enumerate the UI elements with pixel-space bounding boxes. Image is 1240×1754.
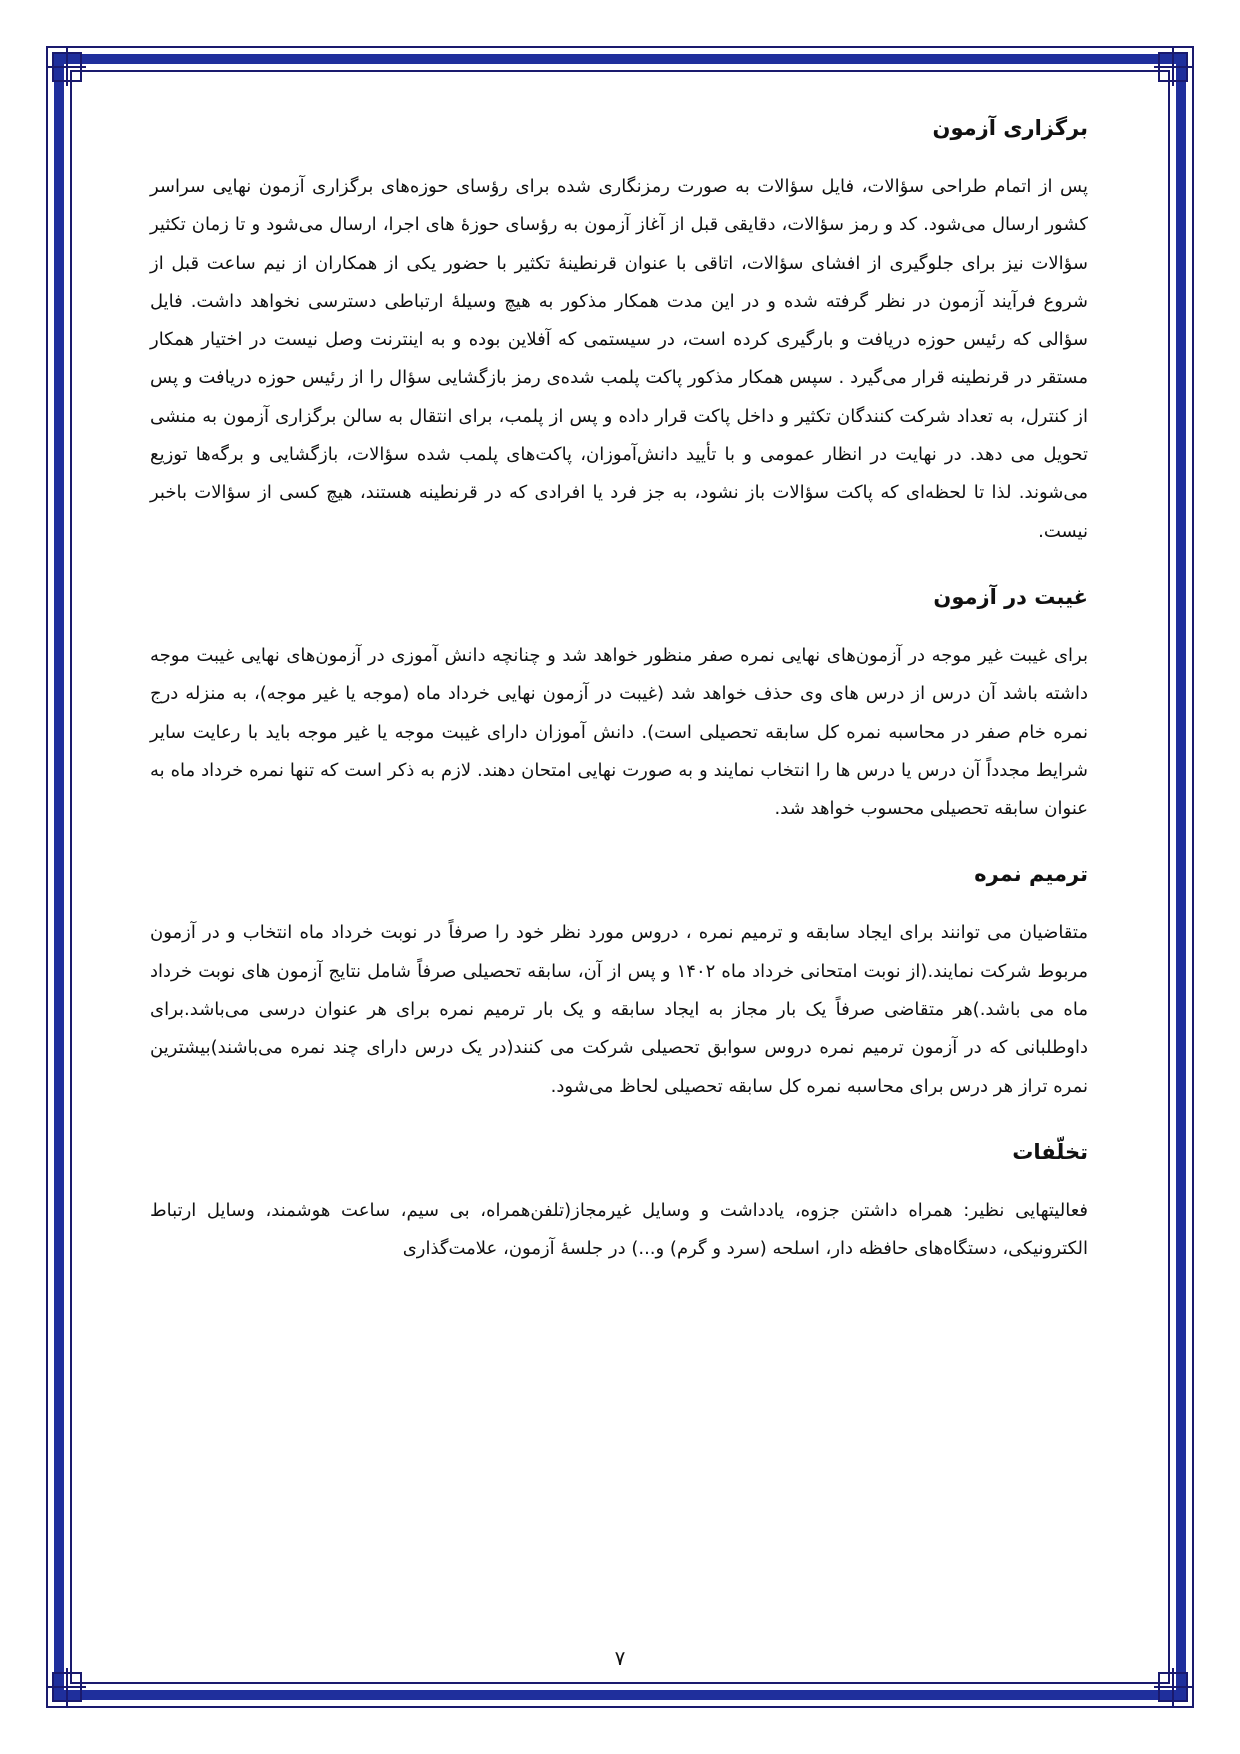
section-paragraph-grade-improvement: متقاضیان می توانند برای ایجاد سابقه و ترمیم نمره ، دروس مورد نظر خود را صرفاً در نوبت خرداد ماه انتخاب و در آزمون مربوط شرکت نمایند.(از نوبت امتحانی خرداد ماه ۱۴۰۲ و پس از آن، سابقه تحصیلی صرفاً شامل نتایج آزمون های نوبت خرداد ماه می باشد.)هر متقاضی صرفاً یک بار مجاز به ایجاد سابقه و یک بار ترمیم نمره برای هر عنوان درسی می‌باشد.برای داوطلبانی که در آزمون ترمیم نمره دروس سوابق تحصیلی شرکت می کنند(در یک درس دارای چند نمره می‌باشند)بیشترین نمره تراز هر درس برای محاسبه نمره کل سابقه تحصیلی لحاظ می‌شود. xyxy=(150,922,1088,1097)
section-paragraph-violations: فعالیتهایی نظیر: همراه داشتن جزوه، یادداشت و وسایل غیرمجاز(تلفن‌همراه، بی سیم، ساعت هوشمند، وسایل ارتباط الکترونیکی، دستگاه‌های حافظه دار، اسلحه (سرد و گرم) و...) در جلسهٔ آزمون، علامت‌گذاری xyxy=(150,1199,1088,1260)
document-body xyxy=(150,100,1088,1269)
section-heading-exam-holding: برگزاری آزمون xyxy=(932,116,1088,140)
section-heading-grade-improvement: ترمیم نمره xyxy=(974,862,1088,887)
frame-corner-ornament xyxy=(1158,1672,1188,1702)
frame-corner-ornament xyxy=(52,1672,82,1702)
section-paragraph-exam-holding: پس از اتمام طراحی سؤالات، فایل سؤالات به صورت رمزنگاری شده برای رؤسای حوزه‌های برگزاری آزمون نهایی سراسر کشور ارسال می‌شود. کد و رمز سؤالات، دقایقی قبل از آغاز آزمون به رؤسای حوزهٔ های اجرا، ارسال می‌شود و تا زمان تکثیر سؤالات نیز برای جلوگیری از افشای سؤالات، اتاقی با عنوان قرنطینهٔ تکثیر با حضور یکی از همکاران از نیم ساعت قبل از شروع فرآیند آزمون در نظر گرفته شده و در این مدت همکار مذکور به هیچ وسیلهٔ ارتباطی دسترسی نخواهد داشت. فایل سؤالی که رئیس حوزه دریافت و بارگیری کرده است، در سیستمی که آفلاین بوده و به اینترنت وصل نیست در اختیار همکار مستقر در قرنطینه قرار می‌گیرد . سپس همکار مذکور پاکت پلمب شده‌ی رمز بازگشایی سؤال را از رئیس حوزه دریافت و پس از کنترل، به تعداد شرکت کنندگان تکثیر و داخل پاکت قرار داده و پس از پلمب، برای انتقال به سالن برگزاری آزمون به منشی تحویل می دهد. در نهایت در انظار عمومی و با تأیید دانش‌آموزان، پاکت‌های پلمب شده سؤالات، بازگشایی و برگه‌ها توزیع می‌شوند. لذا تا لحظه‌ای که پاکت سؤالات باز نشود، به جز فرد یا افرادی که در قرنطینه هستند، هیچ کسی از سؤالات باخبر نیست. xyxy=(150,176,1088,542)
page-number: ۷ xyxy=(614,1646,626,1670)
section-heading-absence: غیبت در آزمون xyxy=(933,584,1088,609)
frame-corner-ornament xyxy=(1158,52,1188,82)
section-heading-violations: تخلّفات xyxy=(1012,1139,1088,1164)
section-paragraph-absence: برای غیبت غیر موجه در آزمون‌های نهایی نمره صفر منظور خواهد شد و چنانچه دانش آموزی در آزمون‌های نهایی غیبت موجه داشته باشد آن درس از درس های وی حذف خواهد شد (غیبت در آزمون نهایی خرداد ماه (موجه یا غیر موجه)، به منزله درج نمره خام صفر در محاسبه نمره کل سابقه تحصیلی است). دانش آموزان دارای غیبت موجه یا غیر موجه باید با رعایت سایر شرایط مجدداً آن درس یا درس ها را انتخاب نمایند و به صورت نهایی امتحان دهند. لازم به ذکر است که تنها نمره خرداد ماه به عنوان سابقه تحصیلی محسوب خواهد شد. xyxy=(150,644,1088,820)
frame-corner-ornament xyxy=(52,52,82,82)
